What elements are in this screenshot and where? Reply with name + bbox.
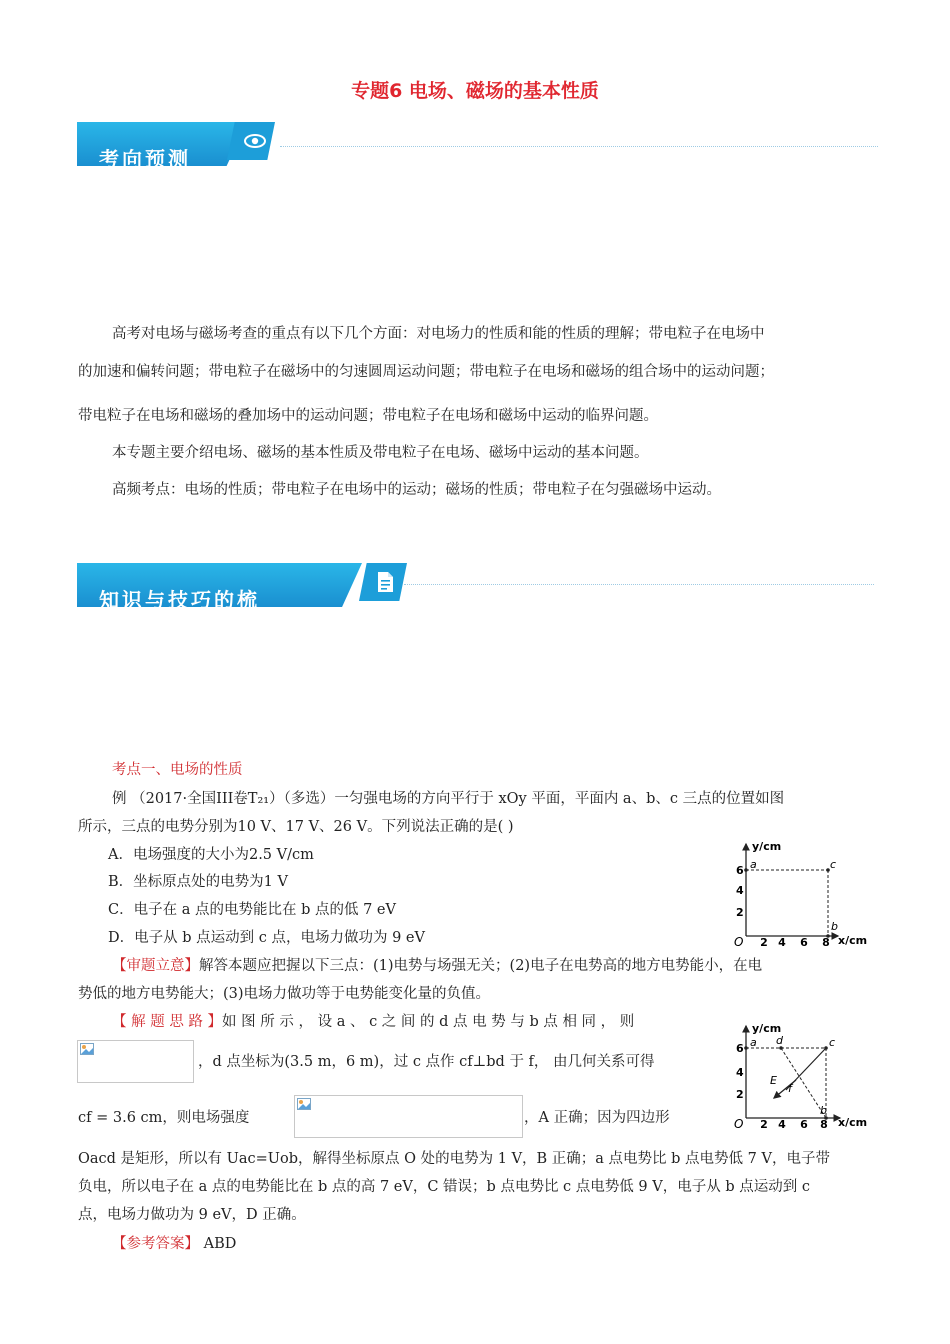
option-c: C．电子在 a 点的电势能比在 b 点的低 7 eV: [108, 902, 396, 918]
x-axis-label: x/cm: [838, 934, 868, 947]
formula-image-placeholder: [77, 1040, 194, 1083]
section-divider: [280, 146, 878, 147]
option-b: B．坐标原点处的电势为1 V: [108, 874, 288, 890]
eye-icon: [243, 129, 267, 153]
answer-value: ABD: [203, 1236, 237, 1252]
solution-tag: 【 解 题 思 路 】: [112, 1014, 223, 1030]
point-label-c: c: [829, 1036, 836, 1049]
y-tick: 6: [736, 1042, 744, 1055]
x-tick: 8: [822, 936, 830, 949]
point-label-b: b: [831, 920, 838, 933]
point-label-f: f: [788, 1082, 792, 1095]
option-a: A．电场强度的大小为2.5 V/cm: [108, 847, 314, 863]
x-tick: 8: [820, 1118, 828, 1131]
y-tick: 4: [736, 884, 744, 897]
intro-paragraph: 本专题主要介绍电场、磁场的基本性质及带电粒子在电场、磁场中运动的基本问题。: [112, 445, 649, 461]
page-title: 专题6 电场、磁场的基本性质: [351, 80, 599, 102]
solution-line: [112, 1012, 634, 1032]
y-tick: 2: [736, 1088, 744, 1101]
broken-image-icon: [80, 1043, 94, 1055]
y-tick: 6: [736, 864, 744, 877]
analysis-line: 势低的地方电势能大；(3)电场力做功等于电势能变化量的负值。: [78, 986, 491, 1002]
x-tick: 6: [800, 1118, 808, 1131]
analysis-line: [112, 956, 762, 976]
coordinate-figure: [728, 838, 868, 950]
x-tick: 2: [760, 1118, 768, 1131]
point-heading: 考点一、电场的性质: [112, 762, 243, 778]
solution-line: Oacd 是矩形，所以有 Uac=Uob，解得坐标原点 O 处的电势为 1 V，B 正确；a 点电势比 b 点电势低 7 V，电子带: [78, 1151, 830, 1167]
answer-tag: 【参考答案】: [112, 1236, 199, 1252]
section-banner-forecast: [77, 122, 277, 171]
x-tick: 4: [778, 1118, 786, 1131]
solution-line: ，d 点坐标为(3.5 m，6 m)，过 c 点作 cf⊥bd 于 f， 由几何关系可得: [198, 1054, 655, 1070]
document-icon: [373, 570, 397, 594]
point-label-c: c: [830, 858, 837, 871]
point-label-a: a: [750, 1036, 757, 1049]
x-tick: 6: [800, 936, 808, 949]
intro-paragraph-line: 的加速和偏转问题；带电粒子在磁场中的匀速圆周运动问题；带电粒子在电场和磁场的组合场中的运动问题；: [78, 364, 774, 380]
section-divider: [404, 584, 874, 585]
point-label-d: d: [776, 1034, 783, 1047]
section-label-knowledge: 知识与技巧的梳理: [99, 588, 260, 642]
analysis-tag: 【审题立意】: [112, 958, 199, 974]
question-line: 例 （2017·全国III卷T₂₁）（多选）一匀强电场的方向平行于 xOy 平面，平面内 a、b、c 三点的位置如图: [112, 791, 785, 807]
solution-line: 点，电场力做功为 9 eV，D 正确。: [78, 1207, 306, 1223]
broken-image-icon: [297, 1098, 311, 1110]
point-label-b: b: [820, 1104, 827, 1117]
intro-paragraph-line: 高考对电场与磁场考查的重点有以下几个方面：对电场力的性质和能的性质的理解；带电粒子在电场中: [112, 326, 765, 342]
y-tick: 2: [736, 906, 744, 919]
x-tick: 2: [760, 936, 768, 949]
solution-figure: [730, 1020, 872, 1132]
question-line: 所示，三点的电势分别为10 V、17 V、26 V。下列说法正确的是( ): [78, 819, 514, 835]
y-axis-label: y/cm: [752, 840, 782, 853]
point-label-a: a: [750, 858, 757, 871]
x-axis-label: x/cm: [838, 1116, 868, 1129]
y-tick: 4: [736, 1066, 744, 1079]
origin-label: O: [734, 1117, 744, 1131]
field-label-e: E: [770, 1074, 777, 1087]
x-tick: 4: [778, 936, 786, 949]
solution-text: 如 图 所 示 ， 设 a 、 c 之 间 的 d 点 电 势 与 b 点 相 同 ， 则: [222, 1014, 635, 1030]
section-banner-knowledge: [77, 563, 277, 642]
solution-line: 负电，所以电子在 a 点的电势能比在 b 点的高 7 eV，C 错误；b 点电势比 c 点电势低 9 V，电子从 b 点运动到 c: [78, 1179, 810, 1195]
section-label-forecast: 考向预测: [99, 147, 191, 171]
intro-paragraph: 高频考点：电场的性质；带电粒子在电场中的运动；磁场的性质；带电粒子在匀强磁场中运动。: [112, 482, 721, 498]
origin-label: O: [734, 935, 744, 949]
formula-image-placeholder: [294, 1095, 523, 1138]
y-axis-label: y/cm: [752, 1022, 782, 1035]
option-d: D．电子从 b 点运动到 c 点，电场力做功为 9 eV: [108, 930, 425, 946]
solution-line: cf = 3.6 cm，则电场强度: [78, 1110, 250, 1126]
solution-line: ，A 正确；因为四边形: [524, 1110, 670, 1126]
intro-paragraph-line: 带电粒子在电场和磁场的叠加场中的运动问题；带电粒子在电场和磁场中运动的临界问题。: [78, 408, 658, 424]
answer-line: [112, 1234, 236, 1254]
analysis-text: 解答本题应把握以下三点：(1)电势与场强无关；(2)电子在电势高的地方电势能小，在电: [199, 958, 763, 974]
